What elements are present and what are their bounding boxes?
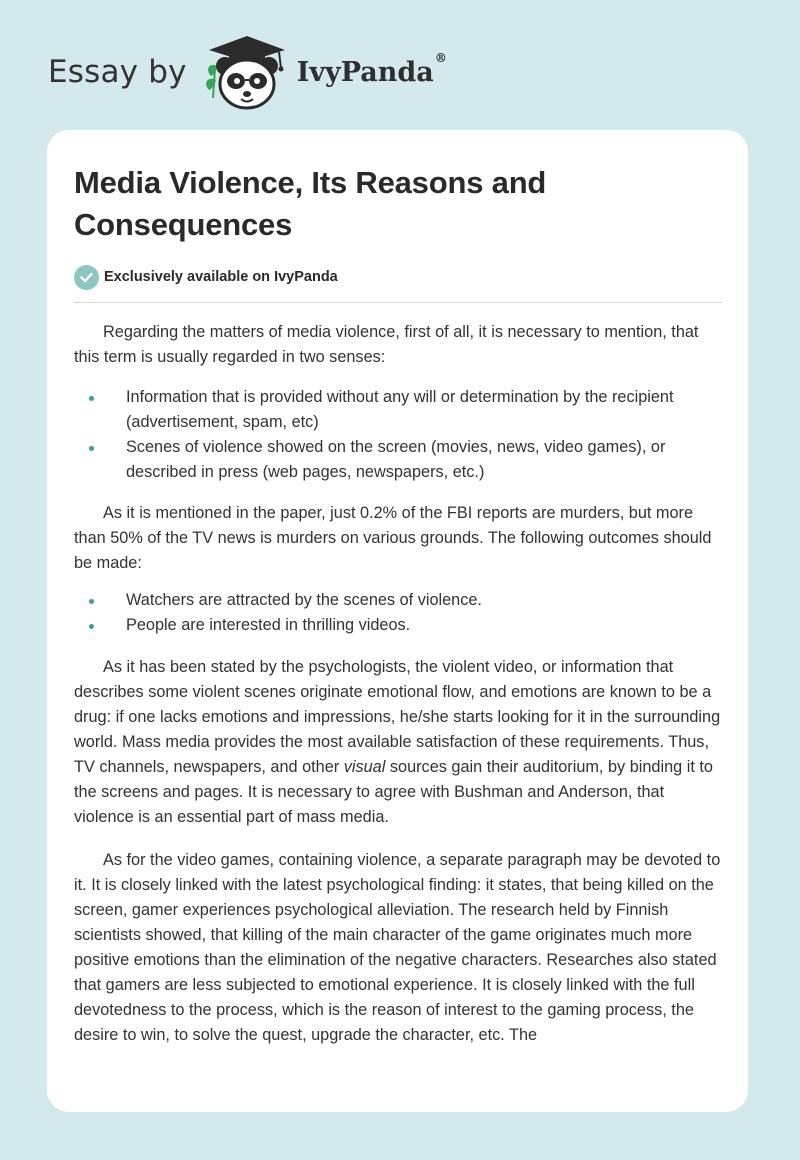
essay-card (47, 130, 748, 1112)
bullet-list-2 (74, 588, 722, 638)
bullet-icon (89, 446, 94, 451)
paragraph-4: As for the video games, containing violence, a separate paragraph may be devoted to it. It is closely linked with the latest psychological finding: it states, that being killed on the screen, gamer experiences psychological alleviation. The research held by Finnish scientists showed, that killing of the main character of the game originates much more positive emotions than the elimination of the negative characters. Researches also stated that gamers are less subjected to emotional experience. It is closely linked with the full devotedness to the process, which is the reason of interest to the gaming process, the desire to win, to solve the quest, upgrade the character, etc. The (74, 851, 721, 1044)
bullet-list-1 (74, 385, 722, 485)
exclusive-badge-label: Exclusively available on IvyPanda (104, 269, 338, 285)
paragraph-1: Regarding the matters of media violence, first of all, it is necessary to mention, that this term is usually regarded in two senses: (74, 323, 699, 366)
list-item: Scenes of violence showed on the screen (movies, news, video games), or described in press (web pages, newspapers, etc.) (74, 435, 722, 485)
checkmark-icon (74, 265, 99, 290)
page-title: Media Violence, Its Reasons and Consequences (74, 165, 547, 242)
paragraph-3: As it has been stated by the psychologists, the violent video, or information that describes some violent scenes originate emotional flow, and emotions are known to be a drug: if one lacks emotions and impressions, he/she starts looking for it in the surrounding world. Mass media provides the most available satisfaction of these requirements. Thus, TV channels, newspapers, and other visual sources gain their auditorium, by binding it to the screens and pages. It is necessary to agree with Bushman and Anderson, that violence is an essential part of mass media. (74, 658, 721, 826)
list-item: People are interested in thrilling videos. (74, 613, 722, 638)
exclusive-badge (74, 264, 722, 290)
brand-name[interactable]: IvyPanda® (296, 50, 447, 88)
bullet-icon (89, 624, 94, 629)
list-item: Watchers are attracted by the scenes of violence. (74, 588, 722, 613)
site-header (48, 30, 447, 114)
emphasis-visual: visual (343, 758, 386, 776)
panda-logo-icon[interactable] (201, 32, 293, 112)
paragraph-2: As it is mentioned in the paper, just 0.2% of the FBI reports are murders, but more than 50% of the TV news is murders on various grounds. The following outcomes should be made: (74, 504, 712, 572)
list-item: Information that is provided without any will or determination by the recipient (advertisement, spam, etc) (74, 385, 722, 435)
bullet-icon (89, 599, 94, 604)
bullet-icon (89, 396, 94, 401)
divider (74, 302, 722, 303)
essay-by-label: Essay by (48, 54, 187, 90)
